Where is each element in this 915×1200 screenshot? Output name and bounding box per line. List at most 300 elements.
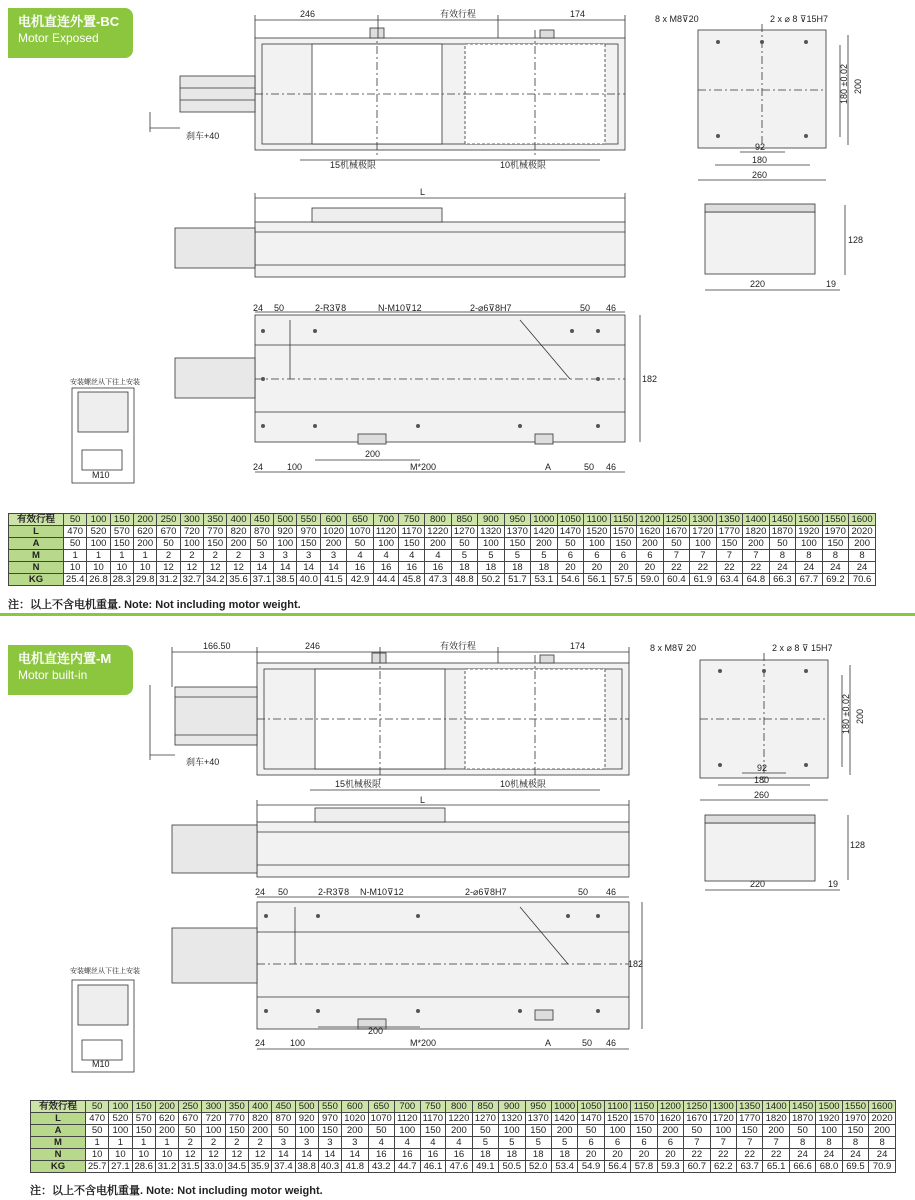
spec-cell: 50: [64, 514, 87, 526]
spec-cell: 69.5: [842, 1161, 868, 1173]
spec-cell: 24: [869, 1149, 896, 1161]
spec-cell: 16: [420, 1149, 446, 1161]
spec-cell: 53.4: [551, 1161, 577, 1173]
dim-24-bottom: 24: [255, 1038, 266, 1048]
spec-cell: 100: [87, 514, 110, 526]
section-title-en: Motor built-in: [18, 668, 88, 682]
spec-cell: 450: [272, 1101, 295, 1113]
spec-cell: 1670: [684, 1113, 710, 1125]
spec-cell: 150: [842, 1125, 868, 1137]
spec-cell: 570: [110, 526, 133, 538]
spec-cell: 3: [320, 550, 347, 562]
section-divider: [0, 613, 915, 616]
spec-cell: 31.2: [157, 574, 180, 586]
hole-callout: 2 x ⌀ 8 ⊽ 15H7: [772, 643, 833, 653]
spec-cell: 56.1: [584, 574, 611, 586]
section-title-cn: 电机直连外置-BC: [18, 14, 120, 29]
spec-cell: 1550: [822, 514, 849, 526]
dim-effective-stroke: 有效行程: [440, 641, 477, 651]
spec-cell: 50: [347, 538, 374, 550]
dim-50-top: 50: [274, 303, 285, 313]
dim-174: 174: [570, 9, 586, 19]
spec-cell: 450: [250, 514, 273, 526]
nm10-callout: N-M10⊽12: [378, 303, 422, 313]
spec-cell: 50: [368, 1125, 394, 1137]
spec-row-head: M: [9, 550, 64, 562]
spec-cell: 66.3: [769, 574, 796, 586]
dim-92: 92: [757, 763, 768, 773]
dim-46-bottom: 46: [606, 462, 617, 472]
spec-cell: 520: [109, 1113, 132, 1125]
m10-label: M10: [92, 470, 110, 480]
spec-cell: 100: [796, 538, 823, 550]
spec-cell: 1350: [716, 514, 743, 526]
spec-cell: 700: [394, 1101, 420, 1113]
spec-row: [31, 1113, 896, 1125]
spec-row-head: M: [31, 1137, 86, 1149]
spec-cell: 22: [743, 562, 770, 574]
spec-cell: 1070: [368, 1113, 394, 1125]
spec-cell: 1: [86, 1137, 109, 1149]
spec-cell: 970: [318, 1113, 341, 1125]
spec-cell: 50: [789, 1125, 815, 1137]
spec-cell: 50: [557, 538, 584, 550]
spec-cell: 150: [132, 1125, 155, 1137]
spec-cell: 24: [789, 1149, 815, 1161]
spec-cell: 22: [663, 562, 690, 574]
spec-cell: 12: [204, 562, 227, 574]
spec-cell: 31.5: [179, 1161, 202, 1173]
spec-cell: 150: [225, 1125, 248, 1137]
bottom-view: [175, 312, 640, 472]
spec-cell: 53.1: [531, 574, 558, 586]
spec-cell: 200: [743, 538, 770, 550]
m8-callout: 8 x M8⊽20: [655, 14, 699, 24]
spec-cell: 100: [109, 1125, 132, 1137]
spec-cell: 7: [737, 1137, 763, 1149]
weight-note: 注：以上不含电机重量. Note: Not including motor weight.: [30, 1185, 323, 1197]
spec-cell: 1250: [663, 514, 690, 526]
limit-15-label: 15机械极限: [330, 160, 377, 170]
spec-cell: 22: [763, 1149, 789, 1161]
spec-cell: 18: [525, 1149, 551, 1161]
spec-cell: 44.4: [373, 574, 399, 586]
spec-cell: 750: [420, 1101, 446, 1113]
spec-cell: 1450: [769, 514, 796, 526]
spec-cell: 1920: [816, 1113, 842, 1125]
spec-cell: 16: [347, 562, 374, 574]
weight-note: 注：以上不含电机重量. Note: Not including motor weight.: [8, 599, 301, 611]
spec-cell: 550: [318, 1101, 341, 1113]
dim-24-top: 24: [255, 887, 266, 897]
spec-cell: 1570: [631, 1113, 657, 1125]
dim-200-v: 200: [853, 78, 863, 94]
spec-cell: 200: [134, 514, 157, 526]
spec-cell: 200: [657, 1125, 683, 1137]
dim-200-v: 200: [855, 708, 865, 724]
spec-cell: 65.1: [763, 1161, 789, 1173]
bottom-view: [172, 897, 642, 1049]
spec-cell: 1100: [604, 1101, 630, 1113]
spec-row: [31, 1137, 896, 1149]
dim-50-right: 50: [578, 887, 589, 897]
spec-cell: 54.9: [578, 1161, 604, 1173]
spec-cell: 63.7: [737, 1161, 763, 1173]
spec-cell: 52.0: [525, 1161, 551, 1173]
dim-L: L: [420, 187, 426, 197]
dim-effective-stroke: 有效行程: [440, 9, 477, 19]
dim-m200: M*200: [410, 462, 437, 472]
spec-cell: 600: [342, 1101, 368, 1113]
spec-cell: 20: [557, 562, 584, 574]
limit-10-label: 10机械极限: [500, 779, 547, 789]
spec-row-head: KG: [31, 1161, 86, 1173]
spec-cell: 57.5: [610, 574, 637, 586]
spec-cell: 38.8: [295, 1161, 318, 1173]
spec-cell: 27.1: [109, 1161, 132, 1173]
spec-cell: 1870: [789, 1113, 815, 1125]
spec-cell: 1020: [320, 526, 347, 538]
spec-cell: 1: [134, 550, 157, 562]
spec-cell: 16: [394, 1149, 420, 1161]
spec-cell: 50: [684, 1125, 710, 1137]
spec-cell: 6: [637, 550, 664, 562]
spec-cell: 4: [425, 550, 452, 562]
spec-cell: 18: [499, 1149, 525, 1161]
spec-cell: 100: [584, 538, 611, 550]
spec-cell: 12: [179, 1149, 202, 1161]
m8-callout: 8 x M8⊽ 20: [650, 643, 697, 653]
spec-cell: 800: [446, 1101, 472, 1113]
spec-cell: 150: [737, 1125, 763, 1137]
spec-cell: 64.8: [743, 574, 770, 586]
spec-cell: 50: [86, 1125, 109, 1137]
section-title-cn: 电机直连内置-M: [18, 651, 112, 666]
spec-cell: 1220: [425, 526, 452, 538]
spec-cell: 720: [202, 1113, 225, 1125]
spec-cell: 37.4: [272, 1161, 295, 1173]
spec-cell: 470: [64, 526, 87, 538]
spec-cell: 1370: [504, 526, 531, 538]
spec-cell: 200: [551, 1125, 577, 1137]
spec-cell: 7: [763, 1137, 789, 1149]
spec-cell: 50: [157, 538, 180, 550]
spec-cell: 38.5: [274, 574, 297, 586]
spec-cell: 2: [157, 550, 180, 562]
spec-cell: 46.1: [420, 1161, 446, 1173]
spec-cell: 820: [227, 526, 250, 538]
spec-cell: 67.7: [796, 574, 823, 586]
spec-cell: 100: [295, 1125, 318, 1137]
dim-50-bottom: 50: [584, 462, 595, 472]
spec-cell: 6: [584, 550, 611, 562]
spec-cell: 250: [179, 1101, 202, 1113]
spec-cell: 850: [472, 1101, 498, 1113]
dim-174: 174: [570, 641, 586, 651]
r3-callout: 2-R3⊽8: [318, 887, 350, 897]
spec-cell: 18: [531, 562, 558, 574]
spec-cell: 400: [248, 1101, 271, 1113]
spec-cell: 22: [684, 1149, 710, 1161]
spec-cell: 5: [499, 1137, 525, 1149]
spec-cell: 1620: [657, 1113, 683, 1125]
spec-cell: 69.2: [822, 574, 849, 586]
spec-cell: 1300: [710, 1101, 736, 1113]
spec-cell: 47.3: [425, 574, 452, 586]
brake-label: 刹车+40: [186, 757, 220, 767]
mount-note: 安装螺丝从下往上安装: [70, 379, 140, 386]
spec-cell: 2020: [869, 1113, 896, 1125]
spec-cell: 200: [155, 1125, 178, 1137]
spec-cell: 14: [318, 1149, 341, 1161]
spec-cell: 1550: [842, 1101, 868, 1113]
spec-row-head: L: [31, 1113, 86, 1125]
spec-cell: 1400: [743, 514, 770, 526]
spec-cell: 59.3: [657, 1161, 683, 1173]
spec-cell: 12: [227, 562, 250, 574]
spec-cell: 14: [250, 562, 273, 574]
spec-cell: 1270: [472, 1113, 498, 1125]
dim-128: 128: [850, 840, 866, 850]
spec-cell: 200: [134, 538, 157, 550]
spec-cell: 22: [690, 562, 717, 574]
spec-cell: 7: [743, 550, 770, 562]
spec-cell: 2020: [849, 526, 876, 538]
spec-cell: 43.2: [368, 1161, 394, 1173]
spec-cell: 300: [180, 514, 203, 526]
spec-cell: 1600: [849, 514, 876, 526]
spec-cell: 100: [109, 1101, 132, 1113]
hole-callout: 2 x ⌀ 8 ⊽15H7: [770, 14, 829, 24]
spec-cell: 70.9: [869, 1161, 896, 1173]
spec-cell: 49.1: [472, 1161, 498, 1173]
dim-92: 92: [755, 142, 766, 152]
spec-cell: 41.5: [320, 574, 347, 586]
spec-cell: 900: [499, 1101, 525, 1113]
spec-cell: 22: [716, 562, 743, 574]
spec-cell: 670: [157, 526, 180, 538]
spec-cell: 150: [297, 538, 320, 550]
spec-cell: 1420: [531, 526, 558, 538]
spec-cell: 50: [272, 1125, 295, 1137]
spec-cell: 2: [202, 1137, 225, 1149]
dim-246: 246: [305, 641, 321, 651]
spec-cell: 570: [132, 1113, 155, 1125]
spec-cell: 200: [342, 1125, 368, 1137]
spec-cell: 16: [368, 1149, 394, 1161]
spec-cell: 520: [87, 526, 110, 538]
spec-cell: 1: [64, 550, 87, 562]
spec-cell: 1120: [373, 526, 399, 538]
spec-cell: 620: [155, 1113, 178, 1125]
spec-cell: 3: [297, 550, 320, 562]
spec-cell: 1170: [399, 526, 425, 538]
spec-cell: 6: [604, 1137, 630, 1149]
limit-10-label: 10机械极限: [500, 160, 547, 170]
spec-row-head: A: [9, 538, 64, 550]
spec-cell: 26.8: [87, 574, 110, 586]
spec-cell: 10: [86, 1149, 109, 1161]
spec-cell: 50: [472, 1125, 498, 1137]
spec-row: [9, 538, 876, 550]
spec-cell: 870: [272, 1113, 295, 1125]
spec-cell: 60.4: [663, 574, 690, 586]
spec-cell: 1470: [578, 1113, 604, 1125]
spec-cell: 1: [87, 550, 110, 562]
spec-cell: 1: [110, 550, 133, 562]
end-view: [700, 653, 850, 800]
pin-callout: 2-⌀6⊽8H7: [465, 887, 507, 897]
dim-180: 180: [752, 155, 768, 165]
spec-cell: 7: [710, 1137, 736, 1149]
spec-cell: 1500: [796, 514, 823, 526]
spec-cell: 100: [710, 1125, 736, 1137]
spec-cell: 16: [373, 562, 399, 574]
spec-cell: 50: [663, 538, 690, 550]
spec-cell: 150: [610, 538, 637, 550]
spec-cell: 500: [274, 514, 297, 526]
spec-cell: 350: [225, 1101, 248, 1113]
spec-cell: 1520: [584, 526, 611, 538]
spec-cell: 2: [204, 550, 227, 562]
spec-row-head: N: [31, 1149, 86, 1161]
spec-cell: 150: [110, 514, 133, 526]
dim-166-50: 166.50: [203, 641, 231, 651]
spec-row: [9, 562, 876, 574]
spec-row: [9, 514, 876, 526]
spec-cell: 3: [272, 1137, 295, 1149]
spec-cell: 250: [157, 514, 180, 526]
spec-cell: 7: [663, 550, 690, 562]
spec-cell: 4: [373, 550, 399, 562]
mount-detail: [72, 388, 134, 483]
spec-cell: 750: [399, 514, 425, 526]
spec-cell: 4: [347, 550, 374, 562]
spec-cell: 50: [451, 538, 478, 550]
spec-cell: 200: [849, 538, 876, 550]
spec-cell: 12: [225, 1149, 248, 1161]
dim-200: 200: [365, 449, 381, 459]
spec-cell: 150: [318, 1125, 341, 1137]
spec-cell: 24: [849, 562, 876, 574]
spec-cell: 24: [842, 1149, 868, 1161]
spec-cell: 650: [368, 1101, 394, 1113]
mount-note: 安装螺丝从下往上安装: [70, 968, 140, 975]
spec-cell: 8: [769, 550, 796, 562]
spec-table-builtin: [30, 1100, 896, 1173]
spec-cell: 8: [849, 550, 876, 562]
spec-cell: 50: [64, 538, 87, 550]
dim-100: 100: [287, 462, 303, 472]
dim-260: 260: [754, 790, 770, 800]
spec-cell: 900: [478, 514, 505, 526]
spec-cell: 41.8: [342, 1161, 368, 1173]
m10-label: M10: [92, 1059, 110, 1069]
spec-cell: 24: [822, 562, 849, 574]
spec-cell: 1570: [610, 526, 637, 538]
spec-row-head: 有效行程: [31, 1101, 86, 1113]
spec-cell: 8: [842, 1137, 868, 1149]
spec-cell: 1820: [743, 526, 770, 538]
spec-cell: 14: [295, 1149, 318, 1161]
spec-cell: 54.6: [557, 574, 584, 586]
spec-cell: 8: [822, 550, 849, 562]
spec-cell: 10: [87, 562, 110, 574]
spec-cell: 70.6: [849, 574, 876, 586]
spec-cell: 59.0: [637, 574, 664, 586]
spec-cell: 18: [504, 562, 531, 574]
spec-cell: 470: [86, 1113, 109, 1125]
spec-cell: 50: [250, 538, 273, 550]
spec-cell: 1970: [822, 526, 849, 538]
spec-cell: 20: [604, 1149, 630, 1161]
spec-cell: 14: [272, 1149, 295, 1161]
spec-cell: 1400: [763, 1101, 789, 1113]
dim-50-right: 50: [580, 303, 591, 313]
spec-cell: 1300: [690, 514, 717, 526]
spec-cell: 4: [420, 1137, 446, 1149]
spec-cell: 1020: [342, 1113, 368, 1125]
spec-cell: 200: [531, 538, 558, 550]
spec-row: [9, 574, 876, 586]
spec-cell: 3: [318, 1137, 341, 1149]
spec-cell: 100: [499, 1125, 525, 1137]
spec-cell: 1220: [446, 1113, 472, 1125]
spec-cell: 5: [531, 550, 558, 562]
spec-row: [9, 550, 876, 562]
dim-19: 19: [826, 279, 837, 289]
spec-cell: 1350: [737, 1101, 763, 1113]
spec-cell: 24: [816, 1149, 842, 1161]
spec-cell: 51.7: [504, 574, 531, 586]
spec-row: [31, 1101, 896, 1113]
spec-cell: 4: [394, 1137, 420, 1149]
spec-cell: 1200: [637, 514, 664, 526]
nm10-callout: N-M10⊽12: [360, 887, 404, 897]
spec-cell: 40.3: [318, 1161, 341, 1173]
spec-cell: 1720: [690, 526, 717, 538]
dim-180-tol: 180 ±0.02: [841, 694, 851, 734]
spec-cell: 4: [368, 1137, 394, 1149]
spec-cell: 12: [248, 1149, 271, 1161]
spec-cell: 770: [204, 526, 227, 538]
dim-220: 220: [750, 879, 766, 889]
spec-cell: 300: [202, 1101, 225, 1113]
section-title-en: Motor Exposed: [18, 31, 99, 45]
spec-cell: 22: [737, 1149, 763, 1161]
spec-cell: 10: [110, 562, 133, 574]
spec-cell: 5: [451, 550, 478, 562]
spec-row-head: A: [31, 1125, 86, 1137]
spec-cell: 16: [399, 562, 425, 574]
spec-cell: 31.2: [155, 1161, 178, 1173]
spec-cell: 40.0: [297, 574, 320, 586]
spec-cell: 1000: [551, 1101, 577, 1113]
spec-cell: 3: [342, 1137, 368, 1149]
spec-cell: 100: [690, 538, 717, 550]
end-side-view: [705, 815, 848, 890]
spec-cell: 28.6: [132, 1161, 155, 1173]
spec-cell: 400: [227, 514, 250, 526]
spec-cell: 8: [816, 1137, 842, 1149]
spec-cell: 1: [109, 1137, 132, 1149]
spec-cell: 1370: [525, 1113, 551, 1125]
spec-cell: 24: [796, 562, 823, 574]
spec-cell: 200: [869, 1125, 896, 1137]
spec-cell: 200: [320, 538, 347, 550]
spec-cell: 920: [274, 526, 297, 538]
spec-cell: 1000: [531, 514, 558, 526]
